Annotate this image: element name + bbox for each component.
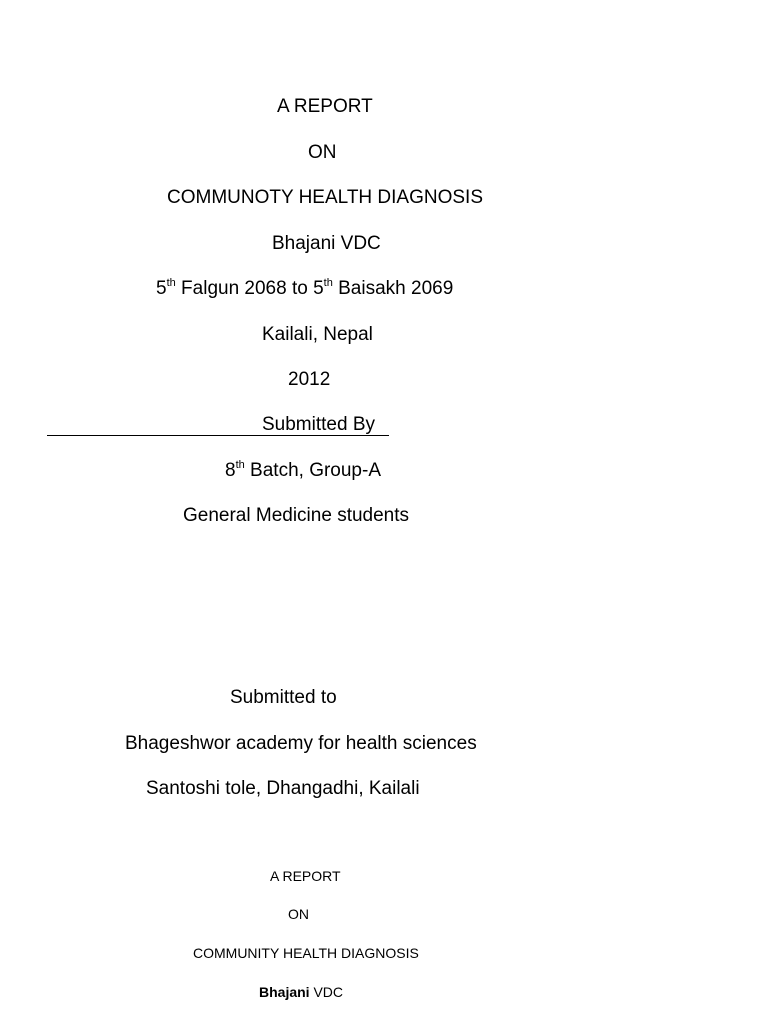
second-report-on: ON	[288, 906, 309, 922]
batch-number: 8	[225, 460, 236, 481]
date-start-suffix: th	[166, 276, 176, 289]
report-title: A REPORT	[277, 96, 373, 117]
academy-name: Bhageshwor academy for health sciences	[125, 733, 477, 754]
submitted-to-label: Submitted to	[230, 687, 337, 708]
report-year: 2012	[288, 369, 331, 390]
report-subject: COMMUNOTY HEALTH DIAGNOSIS	[167, 187, 483, 208]
second-report-vdc	[259, 985, 343, 999]
second-report-subject: COMMUNITY HEALTH DIAGNOSIS	[193, 945, 419, 961]
report-on: ON	[308, 142, 337, 163]
report-dates	[156, 276, 454, 299]
date-start-day: 5	[156, 278, 167, 299]
batch-rest: Batch, Group-A	[244, 460, 381, 481]
report-location: Kailali, Nepal	[262, 324, 373, 345]
academy-address: Santoshi tole, Dhangadhi, Kailali	[146, 778, 420, 799]
second-vdc-rest: VDC	[309, 984, 344, 1000]
date-middle: Falgun 2068 to 5	[175, 278, 324, 299]
batch-line	[225, 458, 381, 481]
report-vdc: Bhajani VDC	[272, 233, 381, 254]
date-end-suffix: th	[323, 276, 333, 289]
second-vdc-bold: Bhajani	[259, 984, 310, 1000]
students-line: General Medicine students	[183, 505, 410, 526]
submitted-by-label: Submitted By	[262, 414, 375, 435]
batch-suffix: th	[235, 458, 245, 471]
underline-rule	[47, 435, 389, 436]
date-end: Baisakh 2069	[332, 278, 454, 299]
second-report-title: A REPORT	[270, 868, 341, 884]
